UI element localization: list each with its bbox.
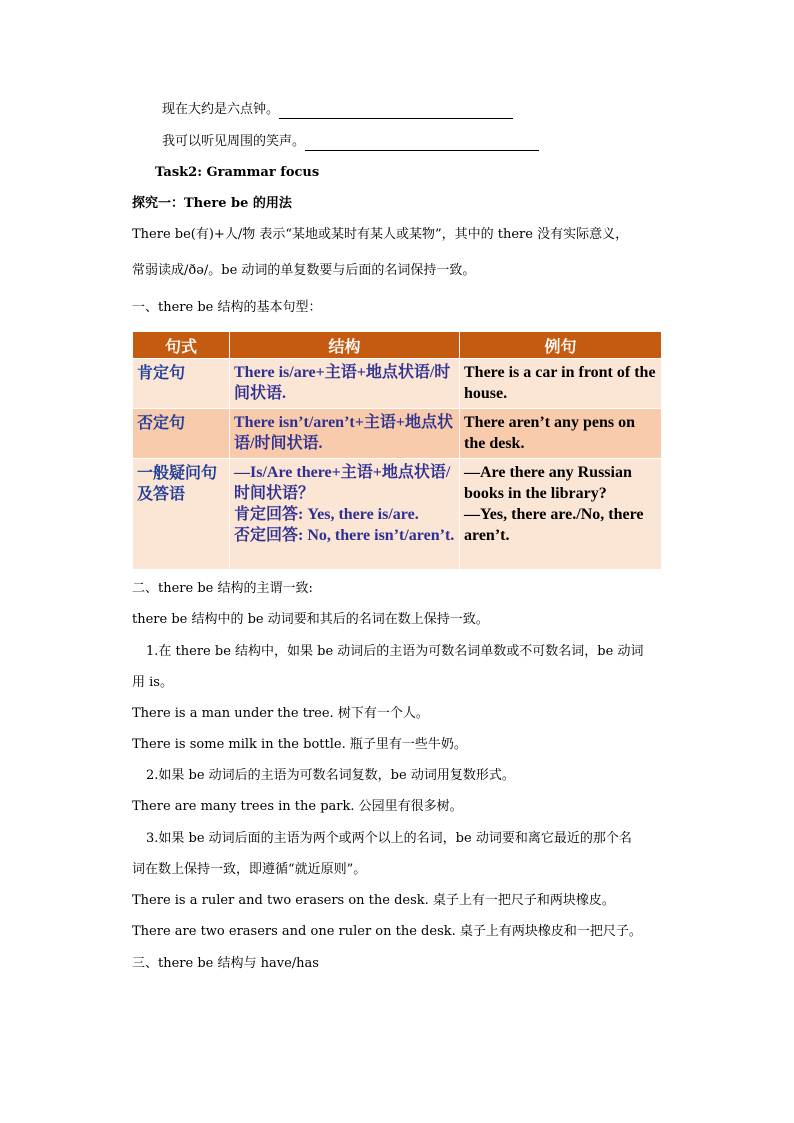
row-example [460,409,662,459]
header-structure: 结构 [230,332,460,359]
rule3-line2: 词在数上保持一致，即遵循“就近原则”。 [132,862,367,877]
section2-title: 二、there be 结构的主谓一致: [132,581,313,596]
table-row [133,409,662,459]
rule3-line1: 3.如果 be 动词后面的主语为两个或两个以上的名词，be 动词要和离它最近的那个名 [146,831,632,846]
answer-blank-2[interactable] [305,136,539,151]
section3-title: 三、there be 结构与 have/has [132,956,319,971]
row-example [460,359,662,409]
table-row [133,359,662,409]
explore-heading: 探究一：There be 的用法 [132,196,292,211]
row-type: 肯定句 [133,359,230,409]
row-example [460,459,662,570]
task-heading: Task2: Grammar focus [155,165,320,180]
example-line: There is a car in front of the house. [464,364,656,402]
example-1: There is a man under the tree. 树下有一个人。 [132,706,429,721]
example-line: —Yes, there are./No, there aren’t. [464,506,644,544]
rule1-line1: 1.在 there be 结构中，如果 be 动词后的主语为可数名词单数或不可数名词，be 动词 [146,644,644,659]
table-header-row [133,332,662,359]
row-structure [230,459,460,570]
grammar-table [132,331,662,570]
row-type: 一般疑问句及答语 [133,459,230,570]
structure-line: —Is/Are there+主语+地点状语/时间状语？ [234,464,451,502]
example-4: There is a ruler and two erasers on the desk. 桌子上有一把尺子和两块橡皮。 [132,893,615,908]
intro-item-1 [162,101,513,119]
section2-desc: there be 结构中的 be 动词要和其后的名词在数上保持一致。 [132,612,489,627]
table-row [133,459,662,570]
structure-line: 否定回答: No, there isn’t/aren’t. [234,527,455,544]
answer-blank-1[interactable] [279,104,513,119]
row-type: 否定句 [133,409,230,459]
header-example: 例句 [460,332,662,359]
example-5: There are two erasers and one ruler on the desk. 桌子上有两块橡皮和一把尺子。 [132,924,642,939]
intro-item-2 [162,133,539,151]
para1-line2: 常弱读成/ðə/。be 动词的单复数要与后面的名词保持一致。 [132,263,476,278]
rule2: 2.如果 be 动词后的主语为可数名词复数，be 动词用复数形式。 [146,768,515,783]
example-line: There aren’t any pens on the desk. [464,414,635,452]
example-3: There are many trees in the park. 公园里有很多树。 [132,799,463,814]
structure-line: There is/are+主语+地点状语/时间状语. [234,364,451,402]
structure-line: 肯定回答: Yes, there is/are. [234,506,419,523]
intro-item-2-text: 我可以听见周围的笑声。 [162,134,306,149]
row-structure [230,359,460,409]
structure-line: There isn’t/aren’t+主语+地点状语/时间状语. [234,414,453,452]
row-structure [230,409,460,459]
example-2: There is some milk in the bottle. 瓶子里有一些牛奶。 [132,737,467,752]
section1-title: 一、there be 结构的基本句型： [132,300,322,315]
para1-line1: There be(有)+人/物 表示“某地或某时有某人或某物”，其中的 there 没有实际意义， [132,227,629,242]
rule1-line2: 用 is。 [132,675,173,690]
example-line: —Are there any Russian books in the library? [464,464,632,502]
intro-item-1-text: 现在大约是六点钟。 [162,102,280,117]
header-type: 句式 [133,332,230,359]
